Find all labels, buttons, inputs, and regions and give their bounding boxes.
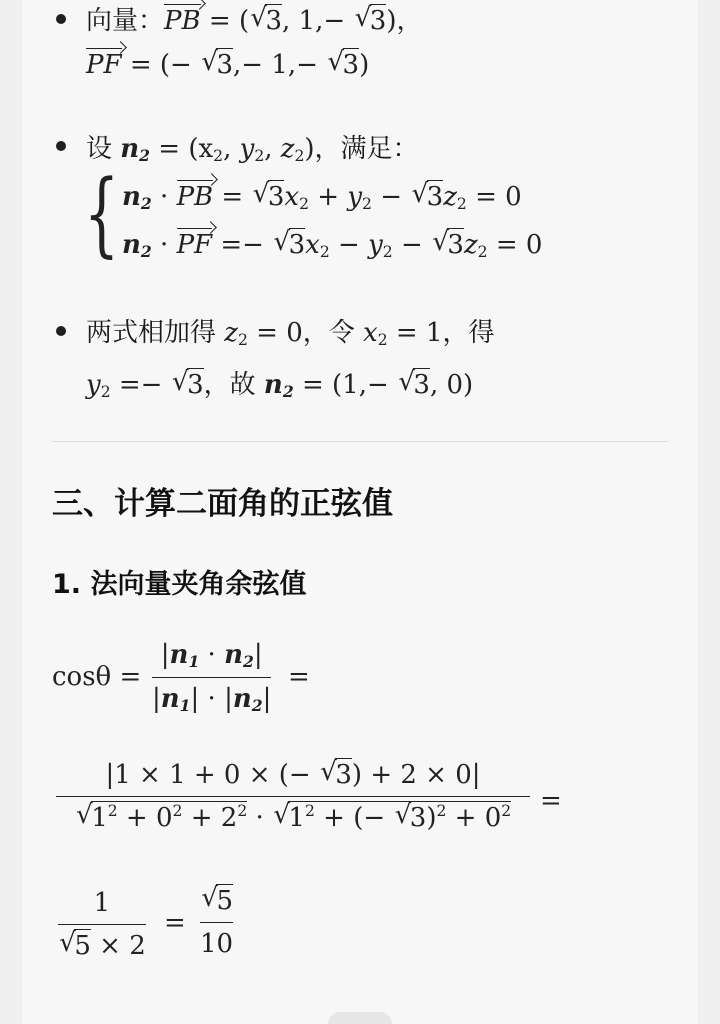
scroll-handle[interactable] xyxy=(328,1012,392,1024)
n2-result-line: $y_2$ =− √ 3，故 $n_2 = (1,-$ √ 3, 0) xyxy=(86,364,473,401)
vector-pb-line: 向量：PB = (√ 3, 1,− √ 3)， xyxy=(86,0,422,37)
cos-result-fraction: √ 5 10 xyxy=(200,886,233,959)
cos-label: cosθ = xyxy=(52,662,142,692)
vector-label: 向量： xyxy=(86,6,165,36)
cos-expanded-fraction: |1 × 1 + 0 × (− √ 3) + 2 × 0| √ $1^2 + 0^2 + 2^2$ · √ $1^2$ + (− √ $3)^2 + 0^2$ xyxy=(56,760,530,833)
equals-sign: = xyxy=(540,786,562,816)
vector-pf: PF xyxy=(86,50,122,80)
vector-pb: PB xyxy=(164,6,201,36)
vector-pf-line: PF = (− √ 3,− 1,− √ 3) xyxy=(86,50,369,80)
bullet-dot xyxy=(56,14,66,24)
sum-line: 两式相加得 $z_2 = 0$，令 $x_2 = 1$，得 xyxy=(86,318,495,349)
system-eq1: $n_2$ · PB = √ $3x_2 + y_2$ − √ $3z_2 = 0$ xyxy=(122,182,522,213)
system-eq2: $n_2$ · PF =− √ $3x_2 - y_2$ − √ $3z_2 = 0$ xyxy=(122,230,542,261)
divider xyxy=(52,441,668,442)
equals-sign: = xyxy=(164,908,186,938)
cos-fraction: $|n_1 \cdot n_2|$ $|n_1| \cdot |n_2|$ xyxy=(152,640,272,716)
section-title: 三、计算二面角的正弦值 xyxy=(52,486,393,522)
bullet-dot xyxy=(56,141,66,151)
equals-sign: = xyxy=(288,662,310,692)
cos-simplified-fraction: 1 √ 5 × 2 xyxy=(58,888,146,961)
system-brace: { xyxy=(84,160,120,267)
subsection-title: 1. 法向量夹角余弦值 xyxy=(52,569,307,600)
n2-definition-line: 设 $n_2 = (x_2$, $y_2$, $z_2$)，满足： xyxy=(86,134,419,165)
bullet-dot xyxy=(56,326,66,336)
